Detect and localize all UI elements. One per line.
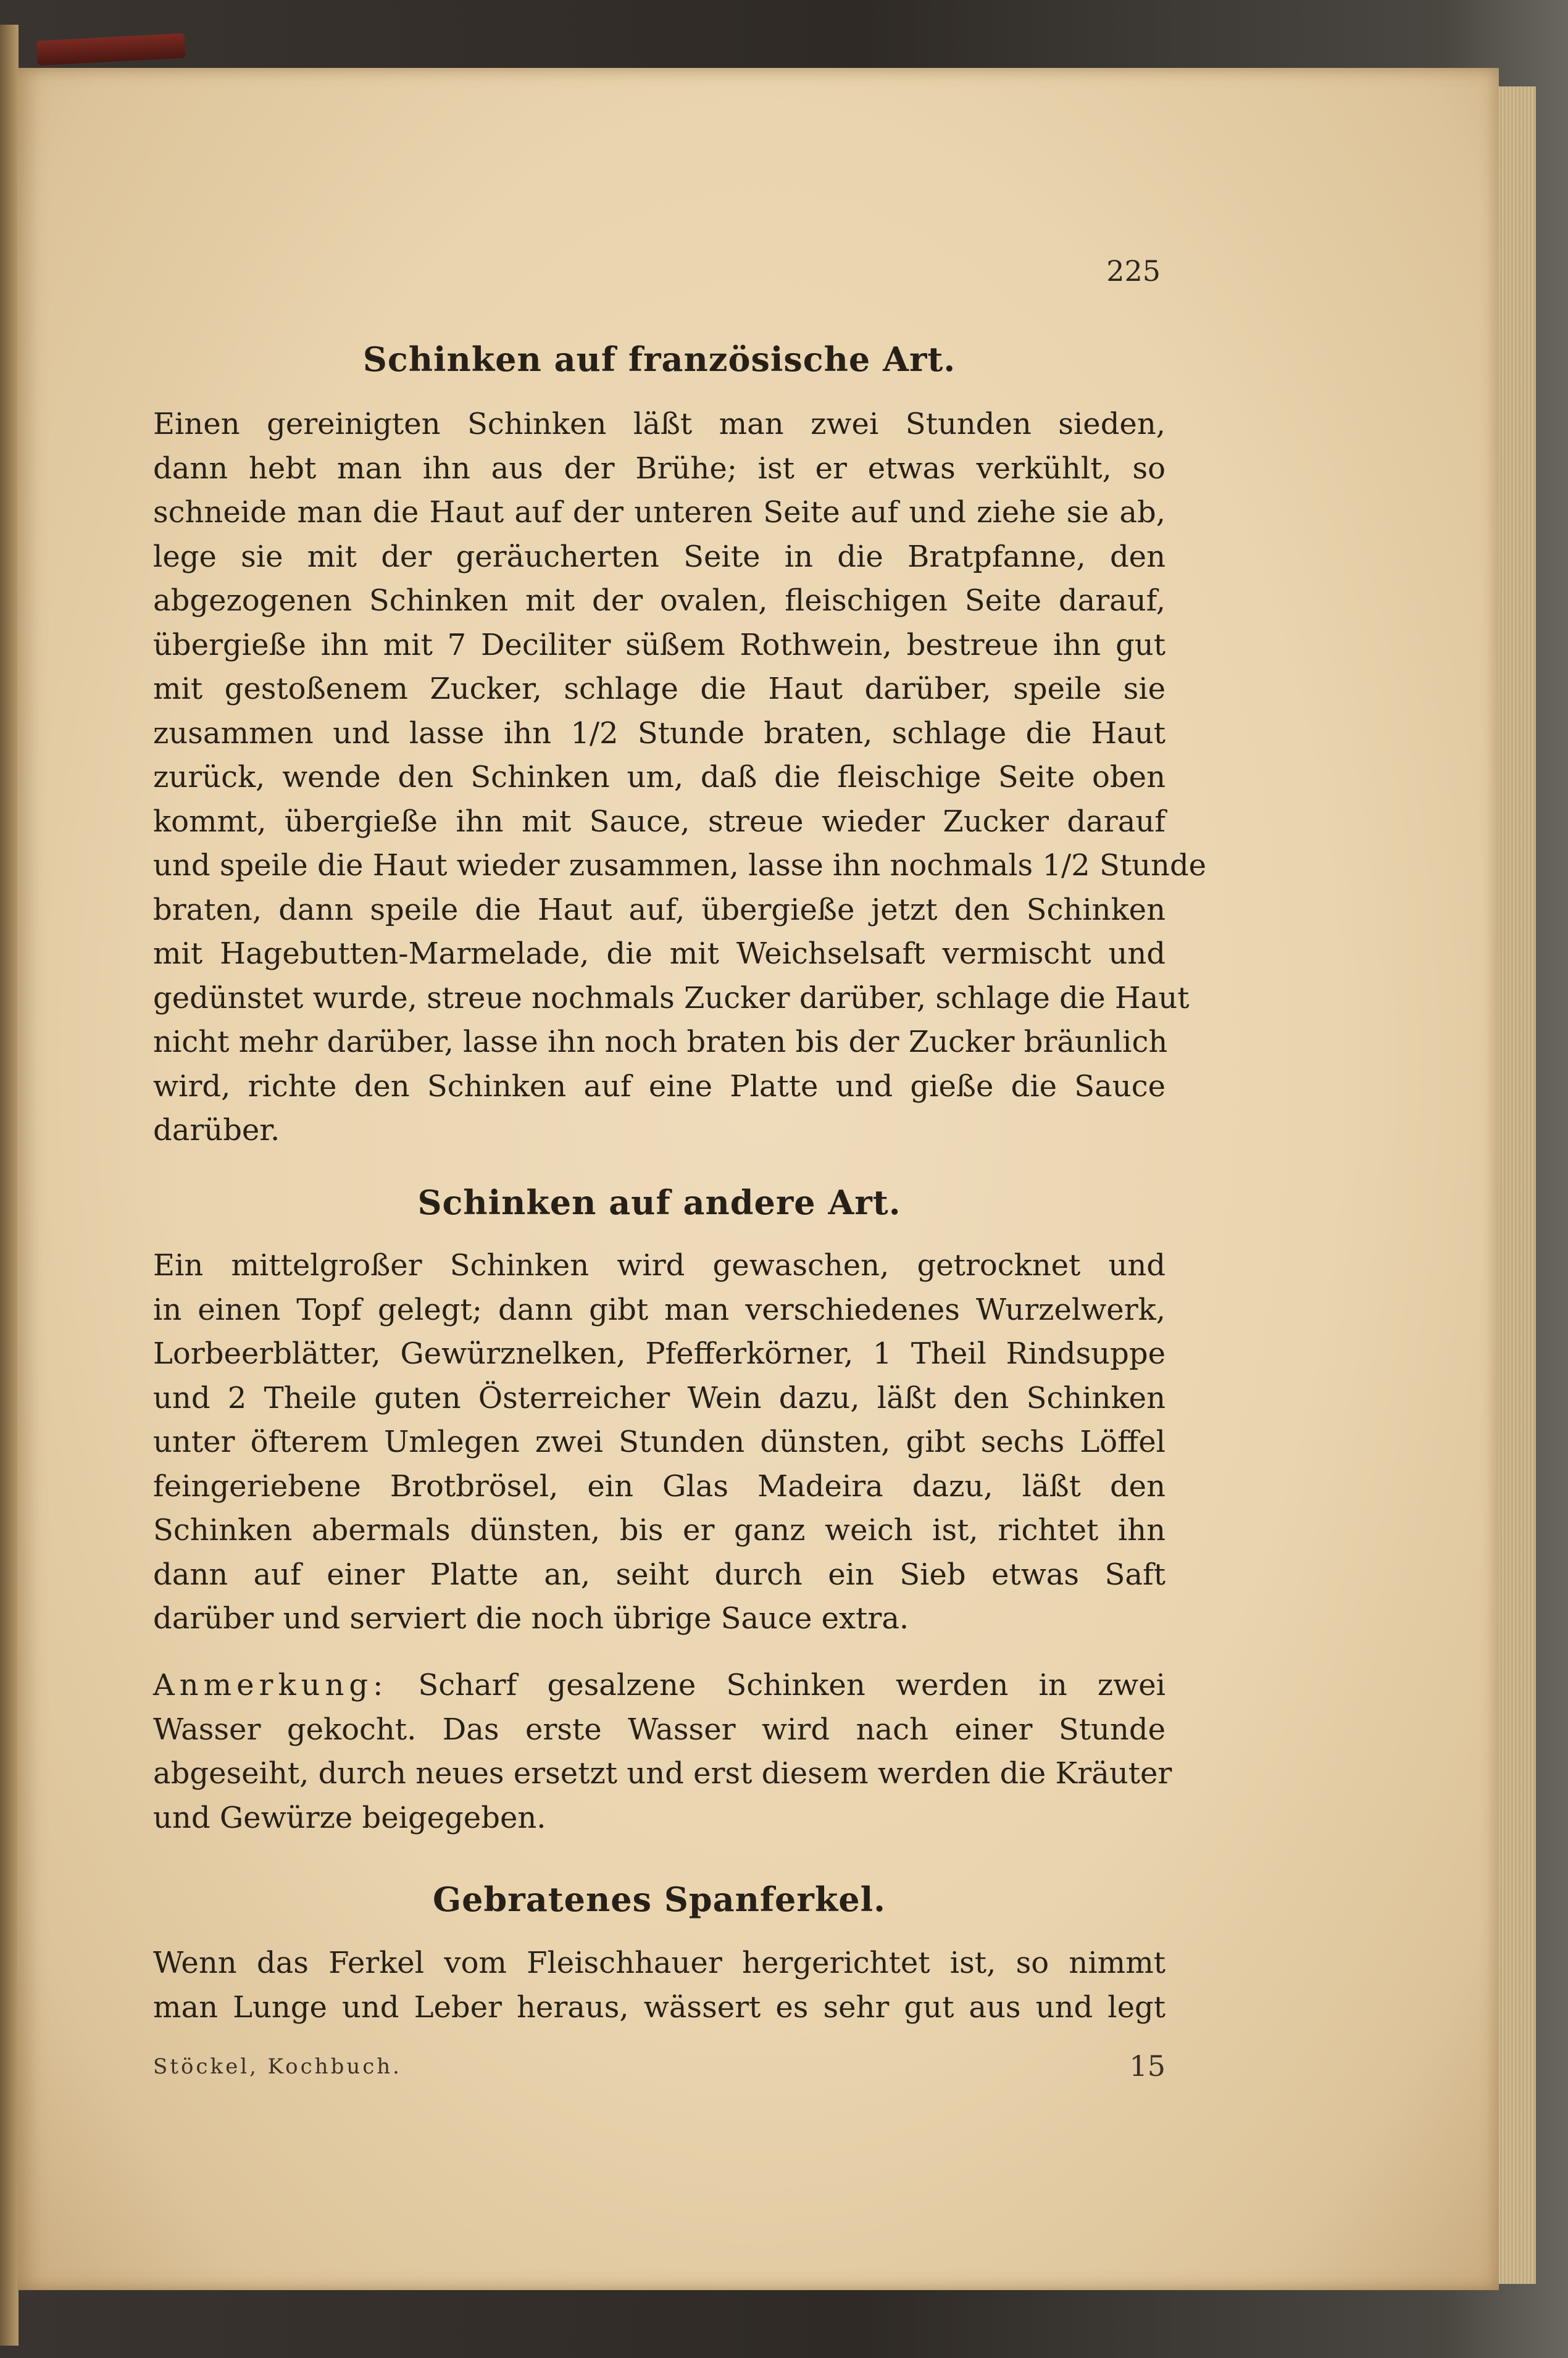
text-line: schneide man die Haut auf der unteren Seite auf und ziehe sie ab, [153, 495, 1166, 530]
text-line: Ein mittelgroßer Schinken wird gewaschen, getrocknet und [153, 1248, 1166, 1283]
text-line: mit Hagebutten-Marmelade, die mit Weichselsaft vermischt und [153, 936, 1166, 971]
text-line: und 2 Theile guten Österreicher Wein dazu, läßt den Schinken [153, 1380, 1166, 1415]
text-line: lege sie mit der geräucherten Seite in die Bratpfanne, den [153, 539, 1166, 574]
recipe-paragraph-2 [153, 1244, 1166, 1641]
text-line: zurück, wende den Schinken um, daß die fleischige Seite oben [153, 760, 1166, 794]
text-line: kommt, übergieße ihn mit Sauce, streue wieder Zucker darauf [153, 804, 1166, 839]
text-line: darüber und serviert die noch übrige Sauce extra. [153, 1601, 909, 1636]
footer-author: Stöckel, Kochbuch. [153, 2054, 402, 2079]
text-line: Lorbeerblätter, Gewürznelken, Pfefferkörner, 1 Theil Rindsuppe [153, 1336, 1166, 1371]
text-line: Wasser gekocht. Das erste Wasser wird nach einer Stunde [153, 1712, 1166, 1747]
text-line: braten, dann speile die Haut auf, übergieße jetzt den Schinken [153, 892, 1166, 927]
note-paragraph [153, 1664, 1172, 1840]
text-line: und Gewürze beigegeben. [153, 1800, 546, 1835]
text-line: wird, richte den Schinken auf eine Platte und gieße die Sauce [153, 1069, 1166, 1104]
text-line: Wenn das Ferkel vom Fleischhauer hergerichtet ist, so nimmt [153, 1946, 1166, 1980]
recipe-paragraph-3 [153, 1941, 1166, 2030]
text-line: feingeriebene Brotbrösel, ein Glas Madeira dazu, läßt den [153, 1469, 1166, 1504]
text-line: Scharf gesalzene Schinken werden in zwei [418, 1668, 1166, 1702]
section-title-gebratenes-spanferkel: Gebratenes Spanferkel. [433, 1880, 886, 1919]
section-title-schinken-franzoesisch: Schinken auf französische Art. [362, 340, 956, 379]
text-line: dann hebt man ihn aus der Brühe; ist er etwas verkühlt, so [153, 451, 1166, 486]
text-line: zusammen und lasse ihn 1/2 Stunde braten, schlage die Haut [153, 715, 1166, 751]
text-line: Schinken abermals dünsten, bis er ganz weich ist, richtet ihn [153, 1513, 1166, 1548]
text-line: man Lunge und Leber heraus, wässert es sehr gut aus und legt [153, 1989, 1166, 2025]
text-line: darüber. [153, 1113, 280, 1148]
book-spine-edge [0, 25, 19, 2346]
text-line: abgezogenen Schinken mit der ovalen, fleischigen Seite darauf, [153, 583, 1166, 618]
text-line: Einen gereinigten Schinken läßt man zwei Stunden sieden, [153, 407, 1166, 441]
text-line: und speile die Haut wieder zusammen, lasse ihn nochmals 1/2 Stunde [153, 848, 1207, 883]
note-label: Anmerkung: [153, 1668, 388, 1702]
text-line: übergieße ihn mit 7 Deciliter süßem Rothwein, bestreue ihn gut [153, 627, 1166, 662]
recipe-paragraph-1 [153, 402, 1207, 1153]
text-line: dann auf einer Platte an, seiht durch ein Sieb etwas Saft [153, 1557, 1166, 1592]
section-title-schinken-andere-art: Schinken auf andere Art. [417, 1183, 901, 1222]
signature-mark: 15 [1129, 2049, 1166, 2083]
text-line: unter öfterem Umlegen zwei Stunden dünsten, gibt sechs Löffel [153, 1425, 1166, 1459]
page-footer [153, 2049, 1166, 2086]
text-line: abgeseiht, durch neues ersetzt und erst diesem werden die Kräuter [153, 1756, 1172, 1791]
text-line: nicht mehr darüber, lasse ihn noch braten bis der Zucker bräunlich [153, 1025, 1168, 1059]
text-line: in einen Topf gelegt; dann gibt man verschiedenes Wurzelwerk, [153, 1292, 1166, 1327]
page-fore-edge [1499, 86, 1536, 2284]
page-number: 225 [1106, 254, 1161, 288]
text-line: gedünstet wurde, streue nochmals Zucker darüber, schlage die Haut [153, 980, 1190, 1015]
note-first-line [153, 1664, 1166, 1708]
text-line: mit gestoßenem Zucker, schlage die Haut darüber, speile sie [153, 672, 1166, 706]
